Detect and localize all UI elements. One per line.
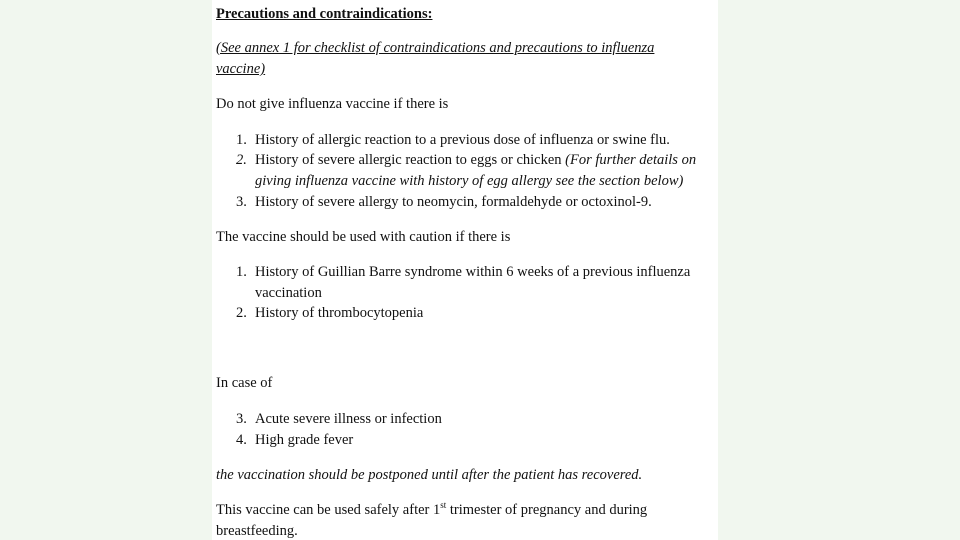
pregnancy-note-line-1 — [216, 501, 647, 519]
list-number: 3. — [236, 194, 247, 210]
annex-note-line-2: vaccine) — [216, 61, 266, 77]
list-item: History of allergic reaction to a previous dose of influenza or swine flu. — [255, 132, 670, 148]
pregnancy-text-start: This vaccine can be used safely after 1 — [216, 502, 441, 518]
list-item-continuation: vaccination — [255, 285, 322, 301]
in-case-of-text: In case of — [216, 375, 273, 391]
list-item-text: History of severe allergic reaction to eggs or chicken — [255, 152, 566, 168]
list-item: History of severe allergy to neomycin, formaldehyde or octoxinol-9. — [255, 194, 652, 210]
list-number: 2. — [236, 152, 247, 168]
list-number: 3. — [236, 411, 247, 427]
list-number: 2. — [236, 305, 247, 321]
list-item: High grade fever — [255, 432, 354, 448]
list-number: 1. — [236, 132, 247, 148]
list-item: Acute severe illness or infection — [255, 411, 442, 427]
section-title: Precautions and contraindications: — [216, 6, 433, 22]
document-page — [212, 0, 718, 540]
list-item: History of Guillian Barre syndrome within 6 weeks of a previous influenza — [255, 264, 691, 280]
list-item: History of thrombocytopenia — [255, 305, 424, 321]
list-item — [255, 151, 696, 169]
caution-intro: The vaccine should be used with caution if there is — [216, 229, 511, 245]
ordinal-suffix: st — [440, 500, 447, 511]
contraindication-intro: Do not give influenza vaccine if there is — [216, 96, 449, 112]
pregnancy-note-line-2: breastfeeding. — [216, 523, 298, 539]
postpone-note: the vaccination should be postponed until after the patient has recovered. — [216, 467, 643, 483]
list-item-continuation: giving influenza vaccine with history of egg allergy see the section below) — [255, 173, 684, 189]
list-number: 4. — [236, 432, 247, 448]
pregnancy-text-end: trimester of pregnancy and during — [446, 502, 648, 518]
list-number: 1. — [236, 264, 247, 280]
annex-note-line-1: (See annex 1 for checklist of contraindications and precautions to influenza — [216, 40, 655, 56]
list-item-italic-note: (For further details on — [565, 152, 697, 168]
